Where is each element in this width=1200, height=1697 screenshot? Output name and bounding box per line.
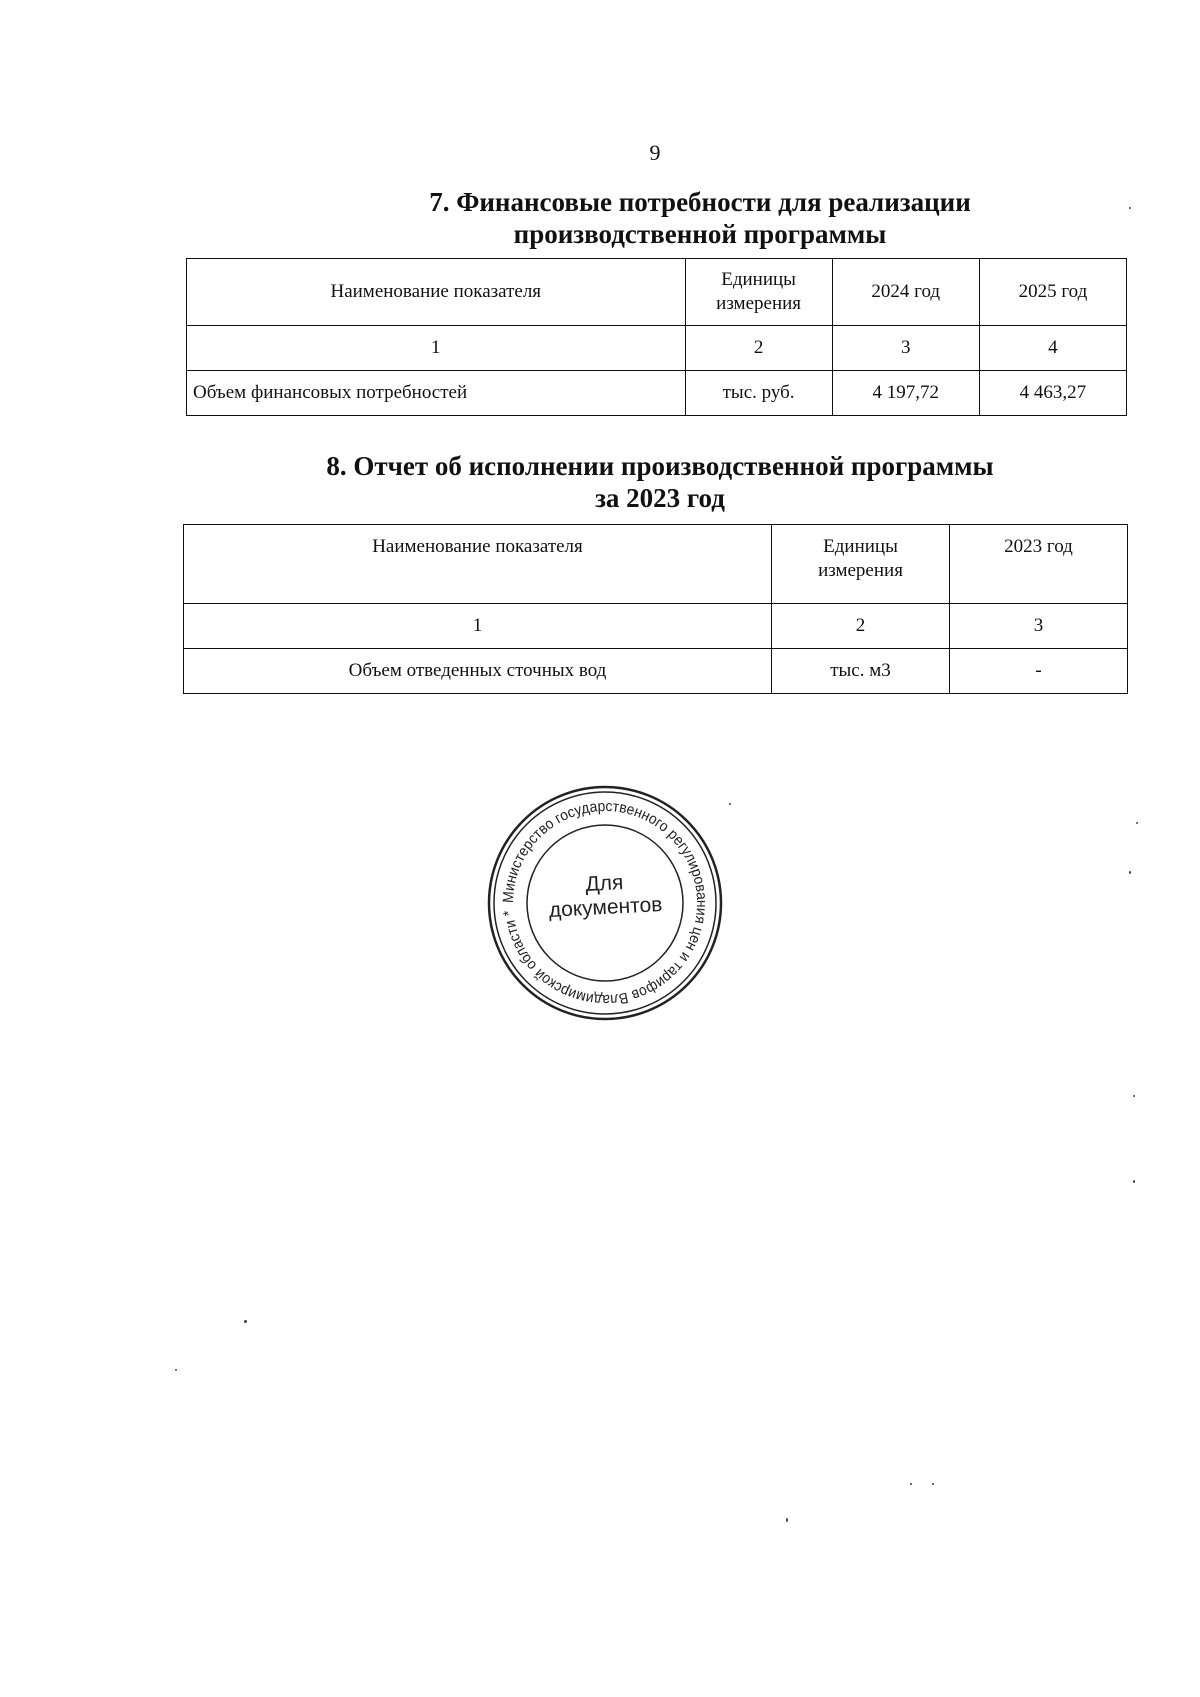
indicator-name: Объем финансовых потребностей: [187, 371, 686, 416]
header-year-2023: 2023 год: [950, 525, 1128, 604]
value-2025: 4 463,27: [979, 371, 1126, 416]
header-unit-line-2: измерения: [818, 560, 903, 581]
column-number: 1: [184, 604, 772, 649]
scan-speck: [1133, 1180, 1135, 1183]
table-header-row: [187, 259, 1127, 326]
indicator-name: Объем отведенных сточных вод: [184, 649, 772, 694]
column-number: 2: [685, 326, 832, 371]
header-unit-line-1: Единицы: [823, 536, 898, 557]
page-number: 9: [649, 140, 661, 165]
stamp-center-line-2: документов: [548, 893, 663, 922]
scan-speck: [175, 1369, 177, 1371]
stamp-ring-text-path: Министерство государственного регулирования цен и тарифов Владимирской области *: [499, 797, 711, 1009]
stamp-center-line-1: Для: [584, 871, 624, 896]
table-row: [184, 649, 1128, 694]
column-number-row: [184, 604, 1128, 649]
scan-speck: [1129, 871, 1131, 874]
official-stamp: [486, 784, 724, 1022]
table-row: [187, 371, 1127, 416]
column-number: 4: [979, 326, 1126, 371]
header-unit-line-2: измерения: [716, 293, 802, 314]
scan-speck: [932, 1483, 934, 1485]
value-2023: -: [950, 649, 1128, 694]
financial-needs-table: [186, 258, 1127, 416]
header-year-2024: 2024 год: [832, 259, 979, 326]
scan-speck: [1133, 1095, 1135, 1097]
section-8-title-line-1: 8. Отчет об исполнении производственной программы: [326, 451, 994, 481]
section-7-title-line-2: производственной программы: [513, 219, 887, 249]
section-8-title: [230, 450, 1090, 514]
column-number: 1: [187, 326, 686, 371]
column-number: 3: [832, 326, 979, 371]
scan-speck: [729, 803, 731, 805]
column-number: 3: [950, 604, 1128, 649]
header-year-2025: 2025 год: [979, 259, 1126, 326]
indicator-unit: тыс. м3: [772, 649, 950, 694]
header-unit-line-1: Единицы: [721, 269, 796, 290]
scan-speck: [1136, 822, 1138, 824]
table-header-row: [184, 525, 1128, 604]
column-number: 2: [772, 604, 950, 649]
scan-speck: [910, 1483, 912, 1485]
scan-speck: [1129, 207, 1131, 209]
scan-speck: [786, 1518, 788, 1522]
stamp-center-text: [519, 868, 691, 925]
program-report-table: [183, 524, 1128, 694]
column-number-row: [187, 326, 1127, 371]
section-7-title-line-1: 7. Финансовые потребности для реализации: [429, 187, 971, 217]
section-7-title: [300, 186, 1100, 250]
header-indicator-name: Наименование показателя: [187, 259, 686, 326]
indicator-unit: тыс. руб.: [685, 371, 832, 416]
scan-speck: [244, 1320, 247, 1323]
value-2024: 4 197,72: [832, 371, 979, 416]
header-indicator-name: Наименование показателя: [184, 525, 772, 604]
section-8-title-line-2: за 2023 год: [595, 483, 725, 513]
header-unit: [772, 525, 950, 604]
header-unit: [685, 259, 832, 326]
